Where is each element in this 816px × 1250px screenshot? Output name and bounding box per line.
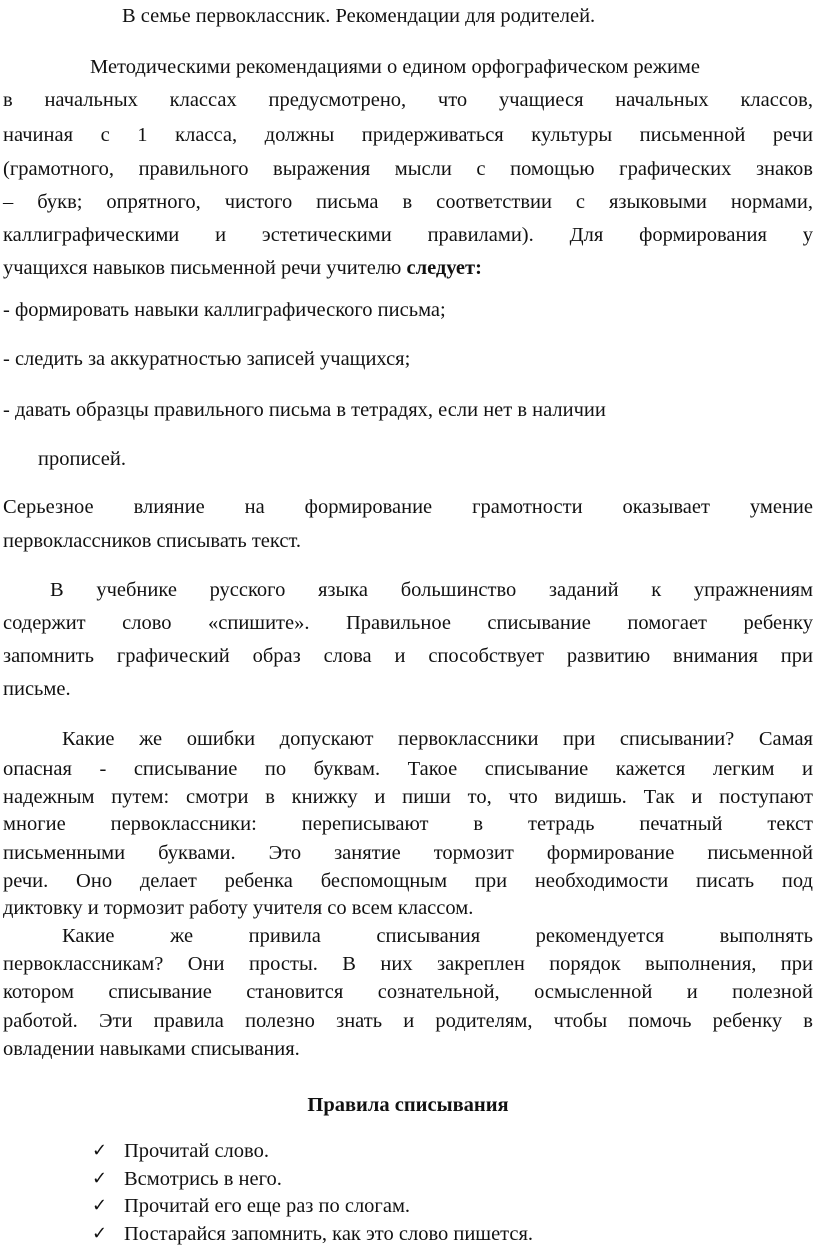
intro-line: в начальных классах предусмотрено, что учащиеся начальных классов,: [3, 89, 813, 111]
copying-paragraph-line: Серьезное влияние на формирование грамотности оказывает умение: [3, 496, 813, 518]
rule-item: Постарайся запомнить, как это слово пишется.: [124, 1223, 534, 1245]
checkmark-icon: ✓: [92, 1140, 108, 1161]
document-title: В семье первоклассник. Рекомендации для родителей.: [122, 5, 596, 27]
checkmark-icon: ✓: [92, 1195, 108, 1216]
errors-paragraph-line: речи. Оно делает ребенка беспомощным при необходимости писать под: [3, 870, 813, 892]
textbook-paragraph-line: запомнить графический образ слова и способствует развитию внимания при: [3, 645, 813, 667]
rule-item: Прочитай слово.: [124, 1140, 269, 1162]
rules-intro-line: первоклассникам? Они просты. В них закреплен порядок выполнения, при: [3, 953, 813, 975]
copying-paragraph-line: первоклассников списывать текст.: [3, 530, 301, 552]
intro-line: каллиграфическими и эстетическими правилами). Для формирования у: [3, 224, 813, 246]
intro-line: – букв; опрятного, чистого письма в соответствии с языковыми нормами,: [3, 191, 813, 213]
rules-intro-line: котором списывание становится сознательной, осмысленной и полезной: [3, 981, 813, 1003]
errors-paragraph-line: диктовку и тормозит работу учителя со всем классом.: [3, 897, 474, 919]
intro-last-text: учащихся навыков письменной речи учителю: [3, 257, 407, 279]
rule-item: Прочитай его еще раз по слогам.: [124, 1195, 411, 1217]
errors-paragraph-line: письменными буквами. Это занятие тормозит формирование письменной: [3, 842, 813, 864]
teacher-task-item: - давать образцы правильного письма в тетрадях, если нет в наличии: [3, 399, 606, 421]
intro-line: (грамотного, правильного выражения мысли с помощью графических знаков: [3, 158, 813, 180]
rule-item: Всмотрись в него.: [124, 1168, 282, 1190]
textbook-paragraph-line: В учебнике русского языка большинство заданий к упражнениям: [50, 579, 813, 601]
textbook-paragraph-line: содержит слово «спишите». Правильное списывание помогает ребенку: [3, 612, 813, 634]
teacher-task-item: - формировать навыки каллиграфического письма;: [3, 299, 446, 321]
rules-intro-line: овладении навыками списывания.: [3, 1038, 300, 1060]
checkmark-icon: ✓: [92, 1223, 108, 1244]
intro-line: Методическими рекомендациями о едином орфографическом режиме: [90, 56, 700, 78]
teacher-task-item: - следить за аккуратностью записей учащихся;: [3, 348, 411, 370]
rules-intro-line: работой. Эти правила полезно знать и родителям, чтобы помочь ребенку в: [3, 1010, 813, 1032]
errors-paragraph-line: Какие же ошибки допускают первоклассники при списывании? Самая: [62, 728, 813, 750]
errors-paragraph-line: опасная - списывание по буквам. Такое списывание кажется легким и: [3, 758, 813, 780]
rules-heading: Правила списывания: [307, 1094, 509, 1116]
checkmark-icon: ✓: [92, 1168, 108, 1189]
textbook-paragraph-line: письме.: [3, 678, 71, 700]
errors-paragraph-line: надежным путем: смотри в книжку и пиши то, что видишь. Так и поступают: [3, 786, 813, 808]
teacher-task-continuation: прописей.: [38, 448, 126, 470]
intro-last-line: [3, 255, 816, 281]
intro-bold-word: следует:: [406, 257, 482, 279]
intro-line: начиная с 1 класса, должны придерживаться культуры письменной речи: [3, 124, 813, 146]
errors-paragraph-line: многие первоклассники: переписывают в тетрадь печатный текст: [3, 813, 813, 835]
rules-intro-line: Какие же привила списывания рекомендуется выполнять: [62, 925, 813, 947]
